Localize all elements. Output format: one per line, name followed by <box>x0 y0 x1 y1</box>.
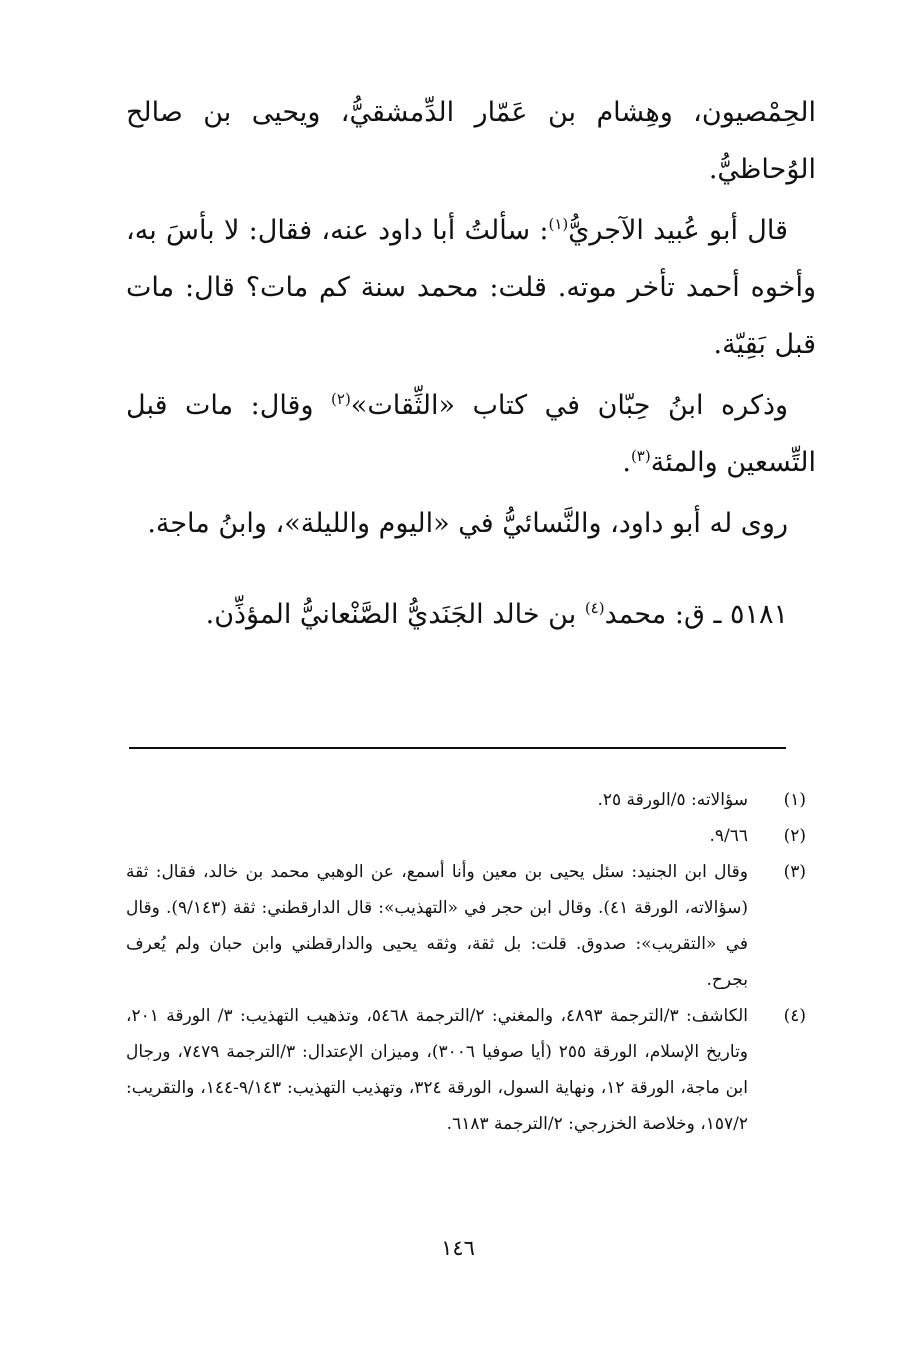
footnote-number: (٣) <box>783 862 806 882</box>
paragraph-1-text: الحِمْصيون، وهِشام بن عَمّار الدِّمشقيُّ، ويحيى بن صالح الوُحاظيُّ. <box>126 97 816 185</box>
paragraph-3-text-middle: وقال: مات قبل التِّسعين والمئة <box>126 390 816 478</box>
footnote-text: الكاشف: ٣/الترجمة ٤٨٩٣، والمغني: ٢/الترجمة ٥٤٦٨، وتذهيب التهذيب: ٣/ الورقة ٢٠١، وتاريخ الإسلام، الورقة ٢٥٥ (أيا صوفيا ٣٠٠٦)، وميزان الإعتدال: ٣/الترجمة ٧٤٧٩، ورجال ابن ماجة، الورقة ١٢، ونهاية السول، الورقة ٣٢٤، وتهذيب التهذيب: ٩/١٤٣-١٤٤، والتقريب: ١٥٧/٢، وخلاصة الخزرجي: ٢/الترجمة ٦١٨٣. <box>126 1006 749 1134</box>
footnotes <box>126 782 806 1142</box>
page-number: ١٤٦ <box>441 1236 475 1260</box>
paragraph-3-text-after: . <box>622 447 631 478</box>
footnote-ref-2[interactable]: (٢) <box>331 390 351 408</box>
footnote-divider <box>129 747 786 749</box>
footnote-ref-4[interactable]: (٤) <box>584 599 605 617</box>
paragraph-1 <box>126 84 816 198</box>
paragraph-3-text-before: وذكره ابنُ حِبّان في كتاب «الثِّقات» <box>350 390 789 421</box>
main-text <box>126 84 816 643</box>
paragraph-2 <box>126 202 816 373</box>
footnote-4 <box>126 998 806 1142</box>
footnote-ref-3[interactable]: (٣) <box>630 447 651 465</box>
paragraph-3 <box>126 377 816 491</box>
footnote-text: ٩/٦٦. <box>709 826 748 846</box>
footnote-2 <box>126 818 806 854</box>
entry-heading-text-after: بن خالد الجَنَديُّ الصَّنْعانيُّ المؤذِّن. <box>205 599 585 630</box>
footnote-text: سؤالاته: ٥/الورقة ٢٥. <box>597 790 748 810</box>
paragraph-2-text-after: : سألتُ أبا داود عنه، فقال: لا بأسَ به، وأخوه أحمد تأخر موته. قلت: محمد سنة كم مات؟ قال: مات قبل بَقِيّة. <box>126 215 816 360</box>
paragraph-4 <box>126 495 816 552</box>
footnote-text: وقال ابن الجنيد: سئل يحيى بن معين وأنا أسمع، عن الوهبي محمد بن خالد، فقال: ثقة (سؤالاته، الورقة ٤١). وقال ابن حجر في «التهذيب»: قال الدارقطني: ثقة (٩/١٤٣). وقال في «التقريب»: صدوق. قلت: بل ثقة، وثقه يحيى والدارقطني وابن حبان ولم يُعرف بجرح. <box>126 862 748 990</box>
footnote-number: (٤) <box>783 1006 806 1026</box>
entry-heading-text-before: ٥١٨١ ـ ق: محمد <box>604 599 788 630</box>
footnote-3 <box>126 854 806 998</box>
footnote-number: (١) <box>783 790 806 810</box>
paragraph-4-text: روى له أبو داود، والنَّسائيُّ في «اليوم والليلة»، وابنُ ماجة. <box>147 508 788 539</box>
footnote-1 <box>126 782 806 818</box>
footnote-ref-1[interactable]: (١) <box>548 215 569 233</box>
paragraph-2-text-before: قال أبو عُبيد الآجريُّ <box>568 215 788 246</box>
entry-heading <box>126 586 816 643</box>
footnote-number: (٢) <box>783 826 806 846</box>
